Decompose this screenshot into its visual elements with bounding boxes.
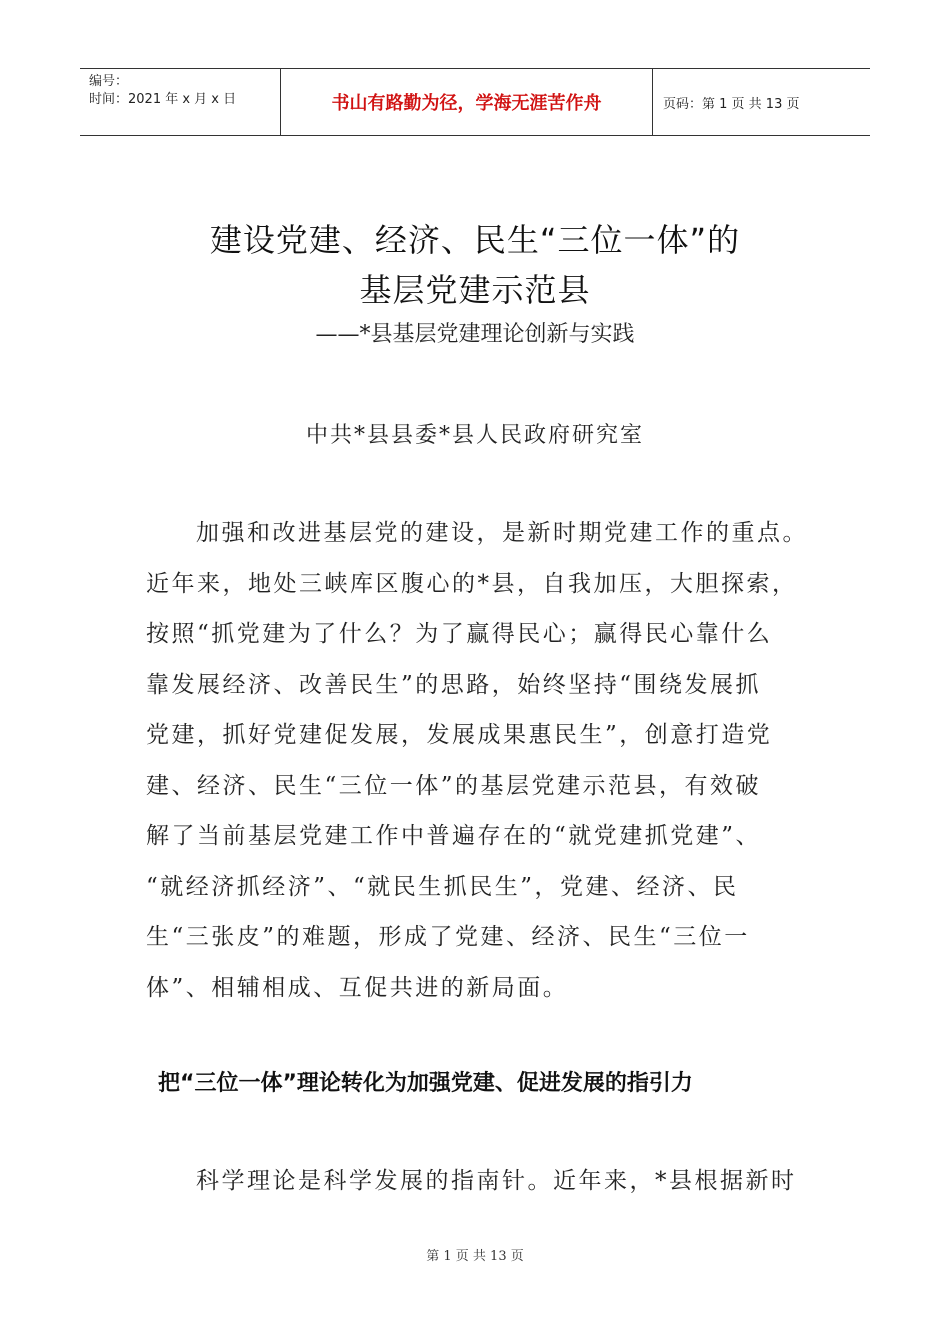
document-header bbox=[80, 68, 870, 136]
intro-line: 建、经济、民生“三位一体”的基层党建示范县，有效破 bbox=[146, 772, 762, 799]
section-heading: 把“三位一体”理论转化为加强党建、促进发展的指引力 bbox=[158, 1071, 693, 1096]
header-date-label: 时间：2021 年 x 月 x 日 bbox=[89, 92, 237, 107]
intro-line: 近年来，地处三峡库区腹心的*县，自我加压，大胆探索， bbox=[146, 570, 798, 597]
section-paragraph bbox=[146, 1156, 836, 1207]
intro-line: “就经济抓经济”、“就民生抓民生”，党建、经济、民 bbox=[146, 873, 739, 900]
intro-line: 解了当前基层党建工作中普遍存在的“就党建抓党建”、 bbox=[146, 823, 762, 849]
intro-line: 靠发展经济、改善民生”的思路，始终坚持“围绕发展抓 bbox=[146, 671, 762, 698]
subtitle: ——*县基层党建理论创新与实践 bbox=[315, 322, 635, 347]
intro-line: 加强和改进基层党的建设，是新时期党建工作的重点。 bbox=[196, 520, 808, 546]
header-page-label: 页码：第 1 页 共 13 页 bbox=[663, 96, 800, 112]
author-line: 中共*县县委*县人民政府研究室 bbox=[305, 423, 644, 448]
intro-paragraph bbox=[146, 508, 836, 1013]
intro-line: 生“三张皮”的难题，形成了党建、经济、民生“三位一 bbox=[146, 924, 750, 950]
header-number-label: 编号： bbox=[89, 74, 129, 89]
intro-line: 按照“抓党建为了什么？为了赢得民心；赢得民心靠什么 bbox=[146, 621, 773, 647]
title-line-1: 建设党建、经济、民生“三位一体”的 bbox=[209, 221, 741, 259]
intro-line: 体”、相辅相成、互促共进的新局面。 bbox=[146, 974, 569, 1001]
title-line-2: 基层党建示范县 bbox=[359, 271, 591, 309]
page-footer: 第 1 页 共 13 页 bbox=[426, 1249, 524, 1264]
section-paragraph-line: 科学理论是科学发展的指南针。近年来，*县根据新时 bbox=[196, 1168, 797, 1194]
intro-line: 党建，抓好党建促发展，发展成果惠民生”，创意打造党 bbox=[146, 722, 773, 748]
header-meta-cell bbox=[80, 69, 281, 135]
header-motto: 书山有路勤为径，学海无涯苦作舟 bbox=[281, 69, 653, 135]
